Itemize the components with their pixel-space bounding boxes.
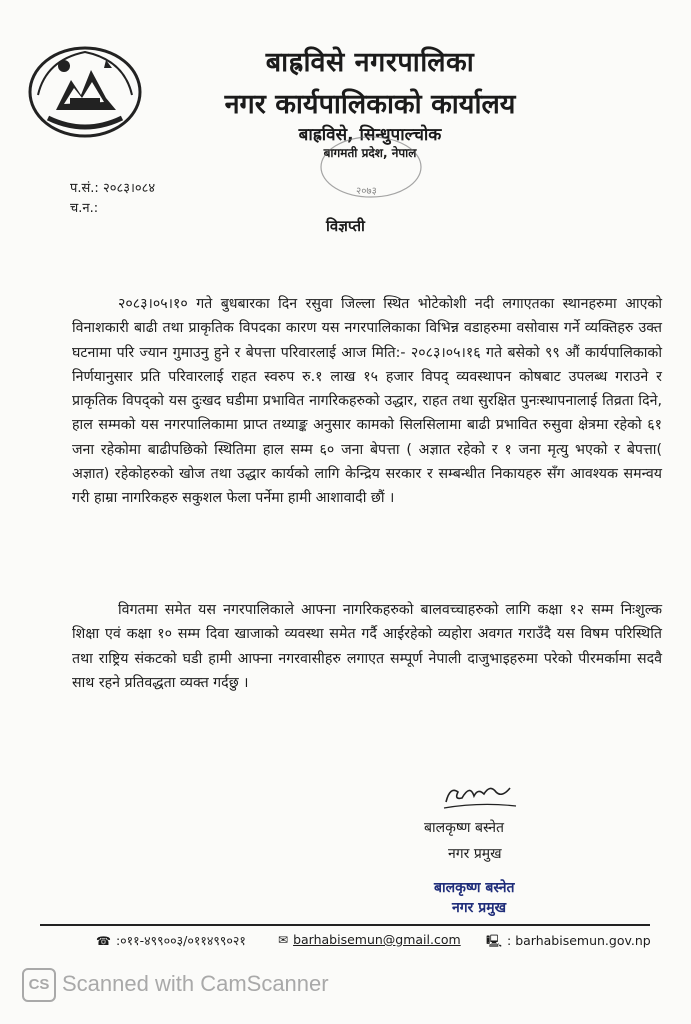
footer-website[interactable] <box>486 932 651 953</box>
handwritten-signature <box>440 778 520 816</box>
envelope-icon: ✉ <box>278 933 289 947</box>
camscanner-watermark <box>22 968 329 1002</box>
office-location: बाह्रविसे, सिन्धुपाल्चोक <box>298 125 442 145</box>
body-paragraph-1-text: २०८३।०५।१० गते बुधबारका दिन रसुवा जिल्ला स्थित भोटेकोशी नदी लगाएतका स्थानहरुमा आएको विनाशकारी बाढी तथा प्राकृतिक विपदका कारण यस नगरपालिकाका विभिन्न वडाहरुमा वसोवास गर्ने व्यक्तिहरु उक्त घटनामा परि ज्यान गुमाउनु हुने र बेपत्ता परिवारलाई आज मिति:- २०८३।०५।१६ गते बसेको ९९ औं कार्यपालिकाको निर्णयानुसार प्रति परिवारलाई राहत स्वरुप रु.१ लाख १५ हजार विपद् व्यवस्थापन कोषबाट उपलब्ध गराउने र प्राकृतिक विपद्को यस दुःखद घडीमा प्रभावित नागरिकहरुको उद्धार, राहत तथा सुरक्षित पुनःस्थापनालाई तिव्रता दिने, हाल सम्मको यस नगरपालिकामा प्राप्त तथ्याङ्क अनुसार कामको सिलसिलामा बाढी प्रभावित रुसुवा क्षेत्रमा रहेको ६१ जना रहेकोमा बाढीपछिको स्थितिमा हाल सम्म ६० जना बेपत्ता ( अज्ञात रहेको र १ जना मृत्यु भएको र बेपत्ता( अज्ञात) रहेकोहरुको खोज तथा उद्धार कार्यको लागि केन्द्रिय सरकार र सम्बन्धीत निकायहरु सँग आवश्यक समन्वय गरी हाम्रा नागरिकहरु सकुशल फेला पर्नेमा हामी आशावादी छौं । <box>72 296 662 507</box>
footer-divider <box>40 924 650 926</box>
signatory-name: बालकृष्ण बस्नेत <box>424 820 505 836</box>
notice-title: विज्ञप्ती <box>326 217 365 235</box>
computer-icon: 🖳 <box>486 934 503 948</box>
stamp-year: २०७३ <box>356 186 377 197</box>
body-paragraph-1 <box>72 292 662 511</box>
phone-text: :०११-४९९००३/०११४९९०२१ <box>115 933 246 948</box>
nepal-government-emblem <box>26 40 144 140</box>
phone-icon: ☎ <box>96 934 111 948</box>
camscanner-logo: CS <box>22 968 56 1002</box>
footer-email[interactable] <box>278 932 461 947</box>
seal-signatory-role: नगर प्रमुख <box>452 900 507 916</box>
website-link[interactable]: : barhabisemun.gov.np <box>507 933 651 948</box>
signatory-role: नगर प्रमुख <box>448 846 502 862</box>
email-link[interactable]: barhabisemun@gmail.com <box>293 932 461 947</box>
office-stamp <box>316 132 426 202</box>
body-paragraph-2-text: विगतमा समेत यस नगरपालिकाले आफ्ना नागरिकहरुको बालवच्चाहरुको लागि कक्षा १२ सम्म निःशुल्क शिक्षा एवं कक्षा १० सम्म दिवा खाजाको व्यवस्था समेत गर्दै आईरहेको व्यहोरा अवगत गराउँदै यस विषम परिस्थिति तथा राष्ट्रिय संकटको घडी हामी आफ्ना नगरवासीहरु लगाएत सम्पूर्ण नेपाली दाजुभाइहरुमा परेको पीरमर्कामा सदवै साथ रहने प्रतिवद्धता व्यक्त गर्दछु । <box>72 602 662 691</box>
watermark-text: Scanned with CamScanner <box>62 970 329 996</box>
dispatch-number: च.न.: <box>70 201 99 216</box>
office-name: नगर कार्यपालिकाको कार्यालय <box>224 89 516 120</box>
organization-name: बाह्रविसे नगरपालिका <box>265 47 475 78</box>
footer-phone <box>96 932 246 949</box>
seal-signatory-name: बालकृष्ण बस्नेत <box>434 880 515 896</box>
reference-number: प.सं.: २०८३।०८४ <box>70 181 156 196</box>
body-paragraph-2 <box>72 598 662 695</box>
office-province: बागमती प्रदेश, नेपाल <box>323 146 417 160</box>
